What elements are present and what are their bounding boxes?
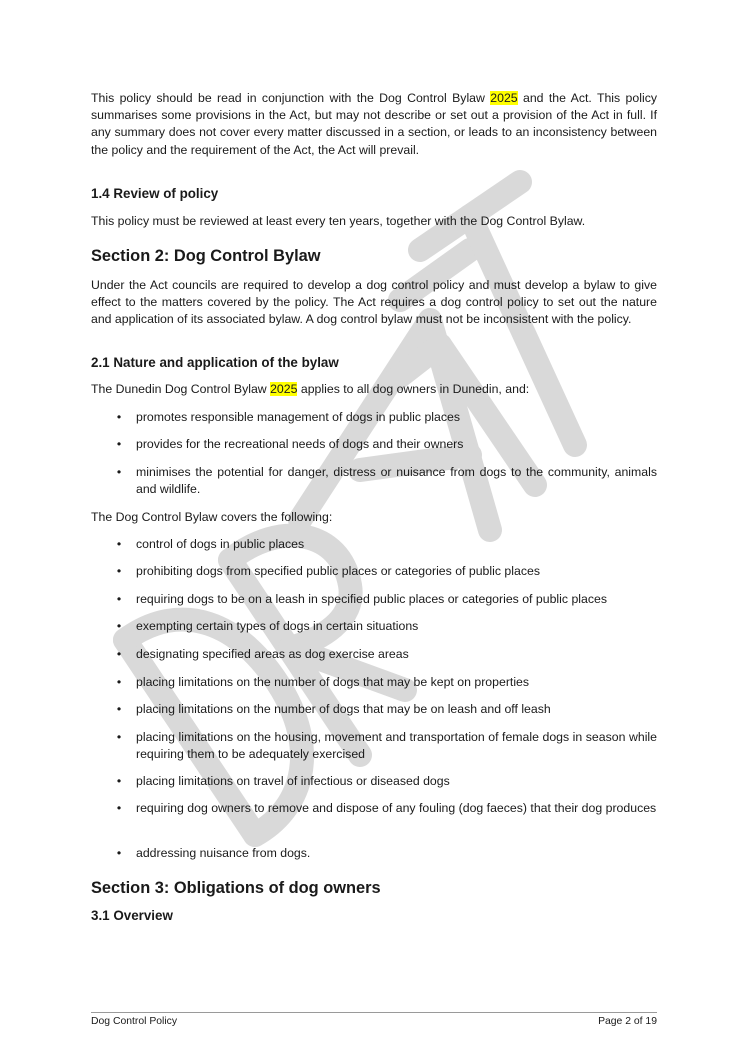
footer-page-number: Page 2 of 19 [598,1016,657,1027]
bullet-icon: • [116,774,122,788]
bullet-icon: • [116,537,122,551]
section-2-heading: Section 2: Dog Control Bylaw [91,247,321,265]
bullet-icon: • [116,564,122,578]
review-heading: 1.4 Review of policy [91,186,219,201]
nature-heading: 2.1 Nature and application of the bylaw [91,355,339,370]
bullet-icon: • [116,465,122,479]
nature-intro: The Dunedin Dog Control Bylaw 2025 applies to all dog owners in Dunedin, and: [91,382,530,396]
review-paragraph: This policy must be reviewed at least every ten years, together with the Dog Control Bylaw. [91,214,586,228]
bullet-icon: • [116,675,122,689]
year-highlight: 2025 [490,91,518,105]
footer-divider [91,1012,657,1013]
covers-intro: The Dog Control Bylaw covers the following: [91,510,333,524]
year-highlight: 2025 [270,382,298,396]
bullet-icon: • [116,702,122,716]
section-2-paragraph: Under the Act councils are required to develop a dog control policy and must develop a bylaw to give effect to the matters covered by the policy. The Act requires a dog control policy to set out the nature and application of its associated bylaw. A dog control bylaw must not be inconsistent with the policy. [91,278,657,327]
bullet-icon: • [116,647,122,661]
intro-paragraph: This policy should be read in conjunction with the Dog Control Bylaw 2025 and the Act. This policy summarises some provisions in the Act, but may not describe or set out a provision of the Act in full. If any summary does not cover every matter discussed in a section, or leads to an inconsistency between the policy and the requirement of the Act, the Act will prevail. [91,91,657,157]
bullet-icon: • [116,730,122,744]
bullet-icon: • [116,410,122,424]
bullet-icon: • [116,437,122,451]
bullet-icon: • [116,801,122,815]
section-3-heading: Section 3: Obligations of dog owners [91,879,381,897]
overview-heading: 3.1 Overview [91,908,173,923]
bullet-icon: • [116,592,122,606]
bullet-icon: • [116,846,122,860]
bullet-icon: • [116,619,122,633]
footer-document-title: Dog Control Policy [91,1016,178,1027]
